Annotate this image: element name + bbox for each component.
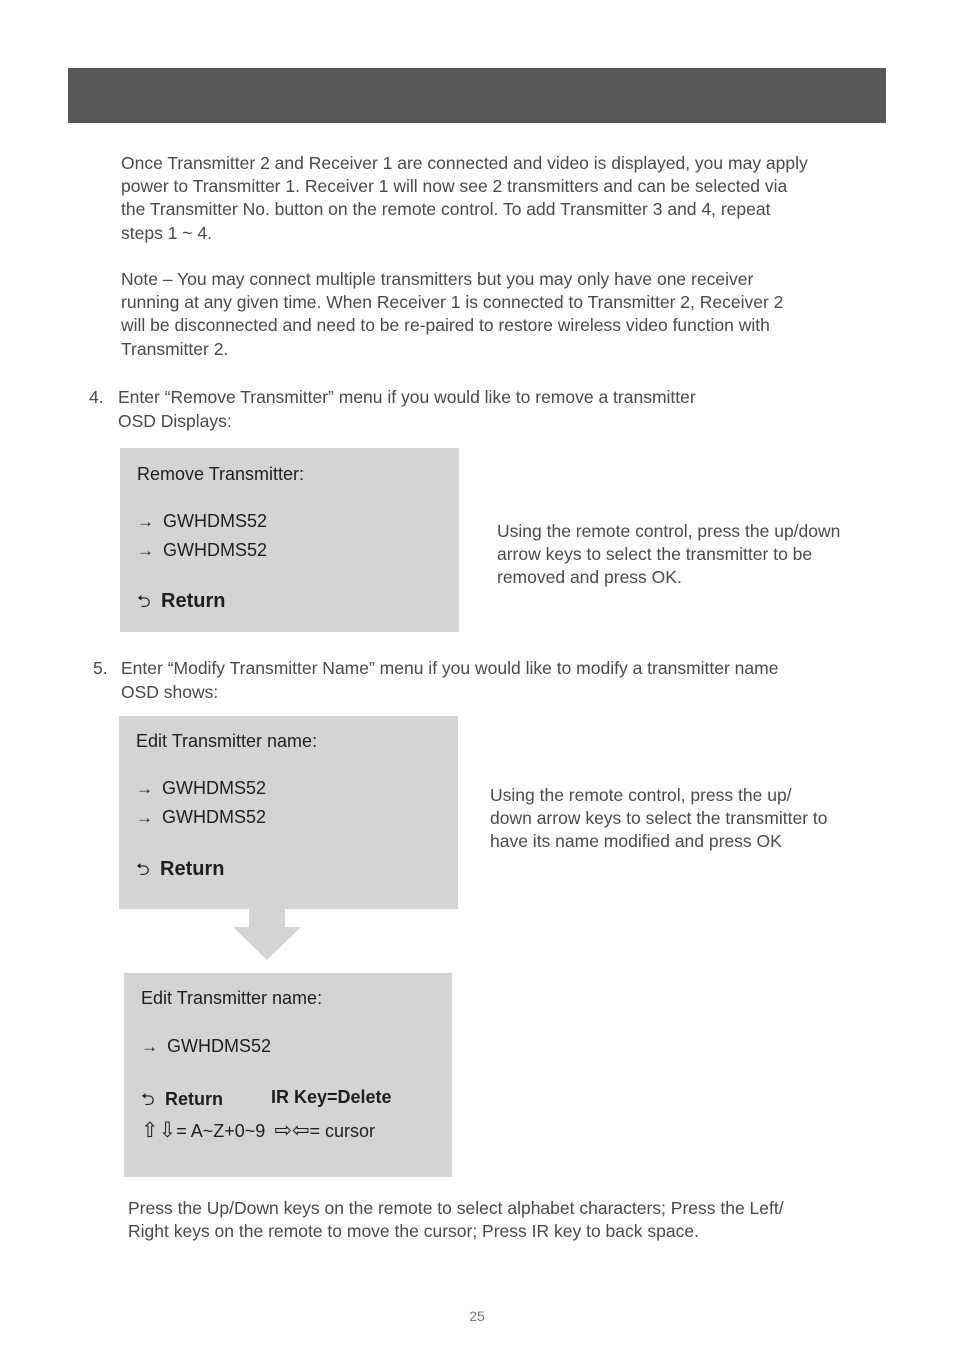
osd-key-legend: ⇧⇩= A~Z+0~9 ⇨⇦= cursor [141,1118,376,1142]
return-icon: ⮌ [136,860,150,880]
intro-paragraph: Once Transmitter 2 and Receiver 1 are connected and video is displayed, you may apply power to Transmitter 1. Receiver 1 will now see 2 transmitters and can be selected via the Transmitter No. button on the remote control. To add Transmitter 3 and 4, repeat steps 1 ~ 4. [121,153,808,243]
osd-title: Remove Transmitter: [137,464,305,484]
left-arrow-outline-icon: ⇦ [291,1118,310,1142]
osd-name-item: → GWHDMS52 [141,1036,272,1056]
page-number: 25 [469,1308,485,1324]
osd-remove-transmitter [120,448,459,632]
osd-edit-transmitter-list [119,716,458,909]
footer-note: Press the Up/Down keys on the remote to select alphabet characters; Press the Left/ Right keys on the remote to move the cursor; Press IR key to back space. [128,1198,784,1242]
right-arrow-icon: → [137,541,154,560]
osd-edit-transmitter-name [124,973,452,1177]
step-4-description: Using the remote control, press the up/down arrow keys to select the transmitter to be removed and press OK. [497,521,841,588]
osd-return: ⮌ Return [137,589,225,618]
right-arrow-icon: → [136,779,153,798]
osd-return: ⮌ Return [136,857,224,886]
osd-list-item: → GWHDMS52 [137,511,268,531]
osd-title: Edit Transmitter name: [136,731,318,751]
osd-list-item: → GWHDMS52 [137,540,268,560]
step-5-description: Using the remote control, press the up/ down arrow keys to select the transmitter to have its name modified and press OK [490,785,828,852]
step-number: 4. [89,387,104,407]
osd-ir-key-delete: IR Key=Delete [271,1087,392,1107]
step-5-text: 5. Enter “Modify Transmitter Name” menu if you would like to modify a transmitter name OSD shows: [93,658,779,702]
header-bar [68,68,886,123]
osd-return: ⮌ Return [141,1087,223,1116]
return-icon: ⮌ [137,592,151,612]
flow-down-arrow-icon [232,909,302,961]
step-4-text: 4. Enter “Remove Transmitter” menu if you would like to remove a transmitter OSD Displays: [89,387,696,431]
note-paragraph: Note – You may connect multiple transmitters but you may only have one receiver running at any given time. When Receiver 1 is connected to Transmitter 2, Receiver 2 will be disconnected and need to be re-paired to restore wireless video function with Transmitter 2. [121,269,784,359]
return-icon: ⮌ [141,1090,155,1110]
step-number: 5. [93,658,108,678]
right-arrow-icon: → [141,1037,158,1056]
right-arrow-icon: → [136,808,153,827]
osd-list-item: → GWHDMS52 [136,807,267,827]
up-arrow-icon: ⇧ [141,1118,159,1142]
osd-title: Edit Transmitter name: [141,988,323,1008]
right-arrow-outline-icon: ⇨ [274,1118,292,1142]
right-arrow-icon: → [137,512,154,531]
down-arrow-icon: ⇩ [158,1118,177,1142]
osd-list-item: → GWHDMS52 [136,778,267,798]
